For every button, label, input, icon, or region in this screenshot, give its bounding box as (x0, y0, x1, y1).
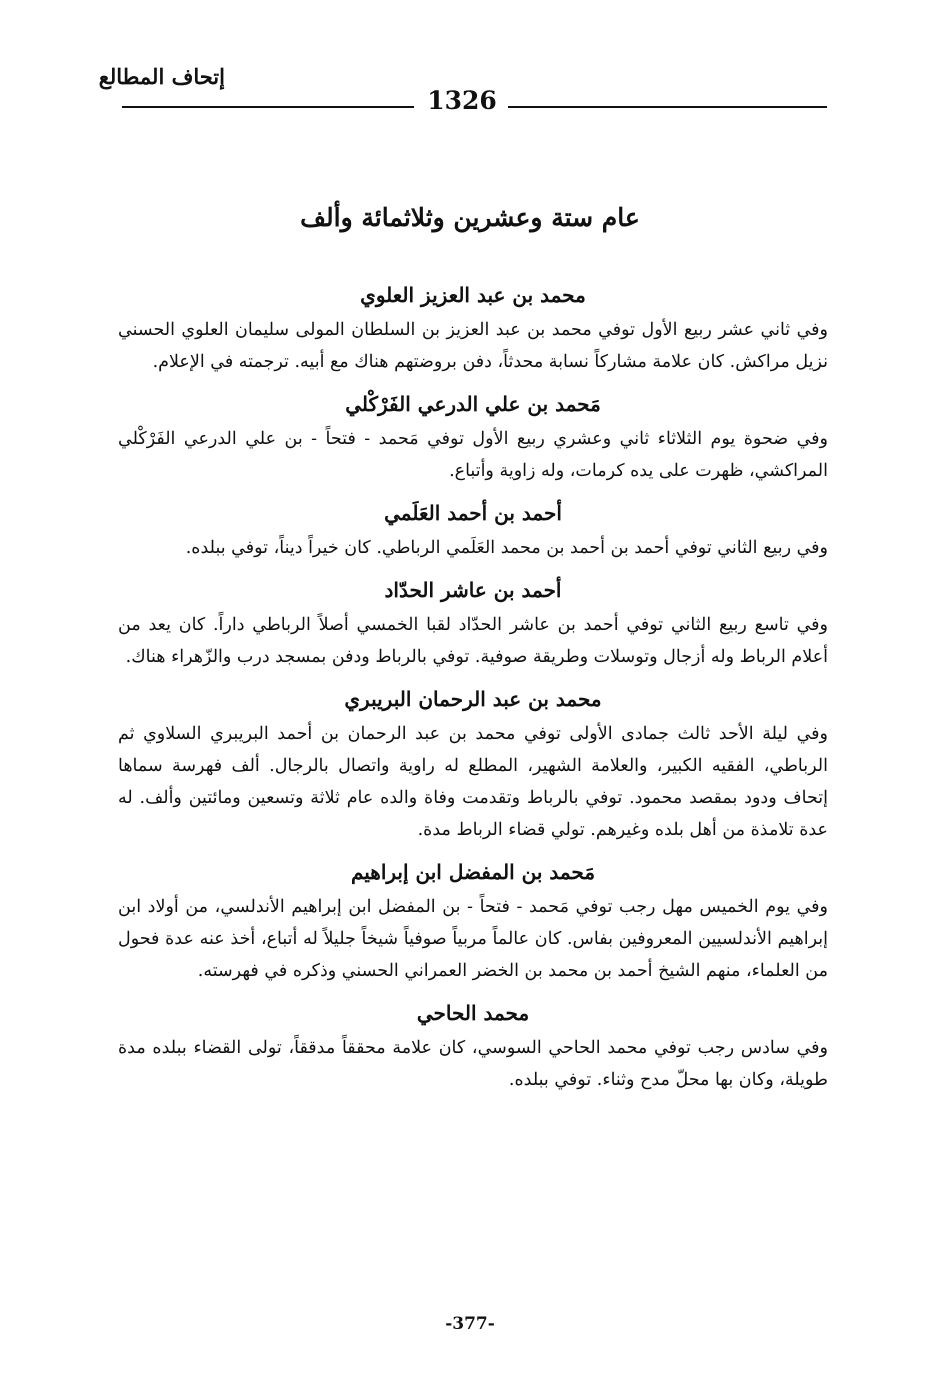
entry-body: وفي ليلة الأحد ثالث جمادى الأولى توفي محمد بن عبد الرحمان بن أحمد البريبري السلاوي ثم الرباطي، الفقيه الكبير، والعلامة الشهير، المطلع له راوية واتصال بالرجال. ألف فهرسة سماها إتحاف ودود بمقصد محمود. توفي بالرباط وتقدمت وفاة والده عام ثلاثة وتسعين ومائتين وألف. له عدة تلامذة من أهل بلده وغيرهم. تولي قضاء الرباط مدة. (118, 724, 828, 840)
entry-title: محمد بن عبد الرحمان البريبري (344, 687, 602, 711)
entry-title: محمد الحاحي (416, 1001, 530, 1025)
entry-body: وفي ربيع الثاني توفي أحمد بن أحمد بن محمد العَلَمي الرباطي. كان خيراً ديناً، توفي ببلده. (185, 538, 828, 558)
entry-body: وفي سادس رجب توفي محمد الحاحي السوسي، كان علامة محققاً مدققاً، تولى القضاء ببلده مدة طويلة، وكان بها محلّ مدح وثناء. توفي ببلده. (118, 1038, 828, 1090)
header-rule-left (122, 106, 414, 108)
entry-alawi (118, 282, 828, 378)
entry-title: أحمد بن أحمد العَلَمي (384, 501, 562, 525)
entry-title: محمد بن عبد العزيز العلوي (360, 283, 586, 307)
entry-alami (118, 500, 828, 564)
entry-hahi (118, 1000, 828, 1096)
entry-haddad (118, 577, 828, 673)
entry-body: وفي يوم الخميس مهل رجب توفي مَحمد - فتحاً - بن المفضل ابن إبراهيم الأندلسي، من أولاد ابن إبراهيم الأندلسيين المعروفين بفاس. كان عالماً مربياً صوفياً شيخاً جليلاً له أتباع، أخذ عنه عدة فحول من العلماء، منهم الشيخ أحمد بن محمد بن الخضر العمراني الحسني وذكره في فهرسته. (118, 897, 828, 981)
entry-title: أحمد بن عاشر الحدّاد (384, 578, 562, 602)
chapter-title: عام ستة وعشرين وثلاثمائة وألف (300, 203, 640, 232)
entry-title: مَحمد بن علي الدرعي الفَرْكْلي (345, 392, 601, 416)
entry-bribri (118, 686, 828, 846)
entry-ibn-ibrahim (118, 859, 828, 987)
entry-body: وفي تاسع ربيع الثاني توفي أحمد بن عاشر الحدّاد لقبا الخمسي أصلاً الرباطي داراً. كان يعد من أعلام الرباط وله أزجال وتوسلات وطريقة صوفية. توفي بالرباط ودفن بمسجد درب والزّهراء هناك. (118, 615, 828, 667)
biography-entries (118, 282, 828, 1109)
entry-title: مَحمد بن المفضل ابن إبراهيم (350, 860, 596, 884)
running-title: إتحاف المطالع (98, 64, 225, 89)
entry-darai (118, 391, 828, 487)
header-rule-right (508, 106, 827, 108)
year-heading: 1326 (427, 86, 497, 115)
entry-body: وفي ضحوة يوم الثلاثاء ثاني وعشري ربيع الأول توفي مَحمد - فتحاً - بن علي الدرعي الفَرْكْلي المراكشي، ظهرت على يده كرمات، وله زاوية وأتباع. (118, 429, 828, 481)
page-number: -377- (445, 1314, 495, 1334)
entry-body: وفي ثاني عشر ربيع الأول توفي محمد بن عبد العزيز بن السلطان المولى سليمان العلوي الحسني نزيل مراكش. كان علامة مشاركاً نسابة محدثاً، دفن بروضتهم هناك مع أبيه. ترجمته في الإعلام. (118, 320, 828, 372)
